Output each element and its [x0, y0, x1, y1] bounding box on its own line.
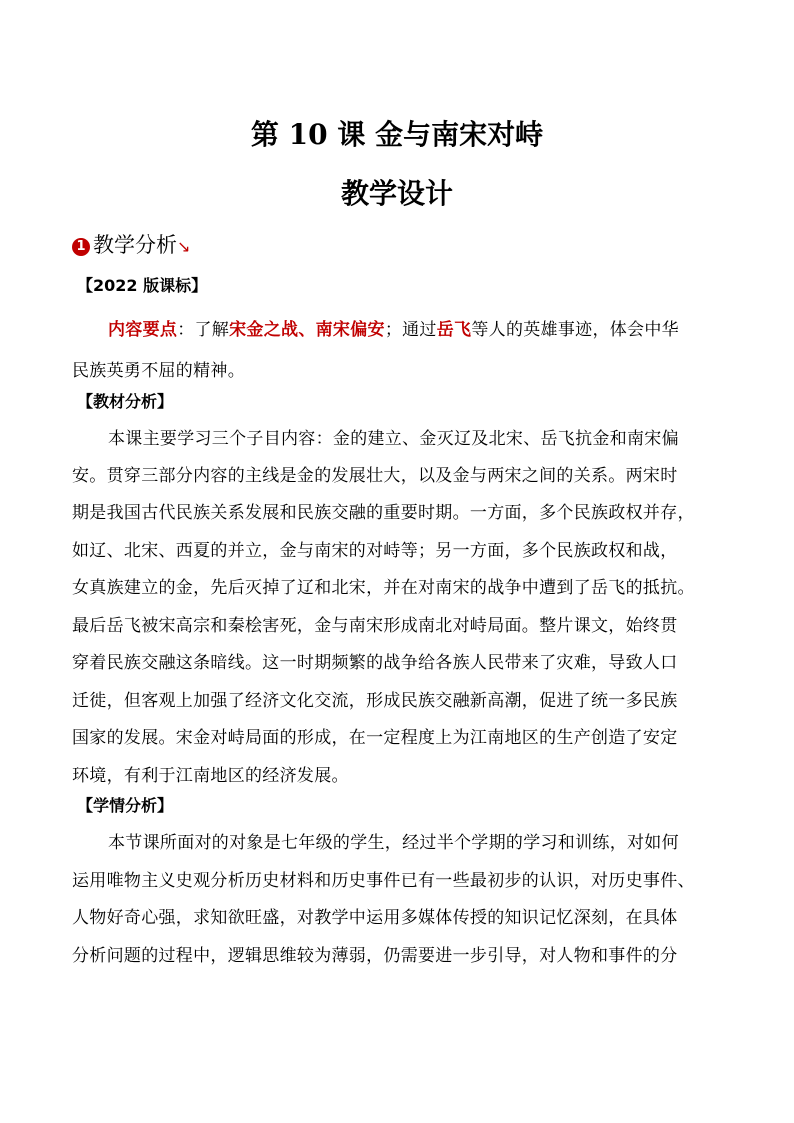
curriculum-line-2: 民族英勇不屈的精神。 [72, 361, 245, 381]
curriculum-line-1: 内容要点：了解宋金之战、南宋偏安；通过岳飞等人的英雄事迹，体会中华 [108, 320, 679, 340]
paragraph-line: 人物好奇心强，求知欲旺盛，对教学中运用多媒体传授的知识记忆深刻，在具体 [72, 908, 678, 928]
key-term: 宋金之战 [229, 320, 299, 340]
section-number-badge: 1 [72, 238, 90, 256]
paragraph-line: 最后岳飞被宋高宗和秦桧害死，金与南宋形成南北对峙局面。整片课文，始终贯 [72, 616, 678, 636]
arrow-decoration-icon: ↘ [177, 237, 191, 256]
section-label: 教学分析 [93, 233, 177, 257]
paragraph-line: 女真族建立的金，先后灭掉了辽和北宋，并在对南宋的战争中遭到了岳飞的抵抗。 [72, 578, 695, 598]
paragraph-line: 国家的发展。宋金对峙局面的形成，在一定程度上为江南地区的生产创造了安定 [72, 728, 678, 748]
page-subtitle: 教学设计 [340, 177, 453, 210]
paragraph-line: 如辽、北宋、西夏的并立，金与南宋的对峙等；另一方面，多个民族政权和战， [72, 541, 678, 561]
paragraph-line: 环境，有利于江南地区的经济发展。 [72, 766, 349, 786]
content-key-label: 内容要点 [108, 320, 178, 340]
key-term: 岳飞 [436, 320, 472, 340]
paragraph-line: 运用唯物主义史观分析历史材料和历史事件已有一些最初步的认识，对历史事件、 [72, 871, 695, 891]
paragraph-line: 安。贯穿三部分内容的主线是金的发展壮大，以及金与两宋之间的关系。两宋时 [72, 466, 678, 486]
paragraph-line: 迁徙，但客观上加强了经济文化交流，形成民族交融新高潮，促进了统一多民族 [72, 691, 678, 711]
key-term: 南宋偏安 [315, 320, 385, 340]
page-title: 第 10 课 金与南宋对峙 [250, 118, 544, 151]
curriculum-heading: 【2022 版课标】 [77, 276, 208, 295]
paragraph-line: 本课主要学习三个子目内容：金的建立、金灭辽及北宋、岳飞抗金和南宋偏 [108, 429, 679, 449]
paragraph-line: 分析问题的过程中，逻辑思维较为薄弱，仍需要进一步引导，对人物和事件的分 [72, 946, 678, 966]
textbook-heading: 【教材分析】 [77, 392, 174, 411]
section-heading [72, 229, 190, 259]
paragraph-line: 本节课所面对的对象是七年级的学生，经过半个学期的学习和训练，对如何 [108, 833, 679, 853]
paragraph-line: 期是我国古代民族关系发展和民族交融的重要时期。一方面，多个民族政权并存， [72, 503, 695, 523]
students-heading: 【学情分析】 [77, 796, 174, 815]
paragraph-line: 穿着民族交融这条暗线。这一时期频繁的战争给各族人民带来了灾难，导致人口 [72, 653, 678, 673]
